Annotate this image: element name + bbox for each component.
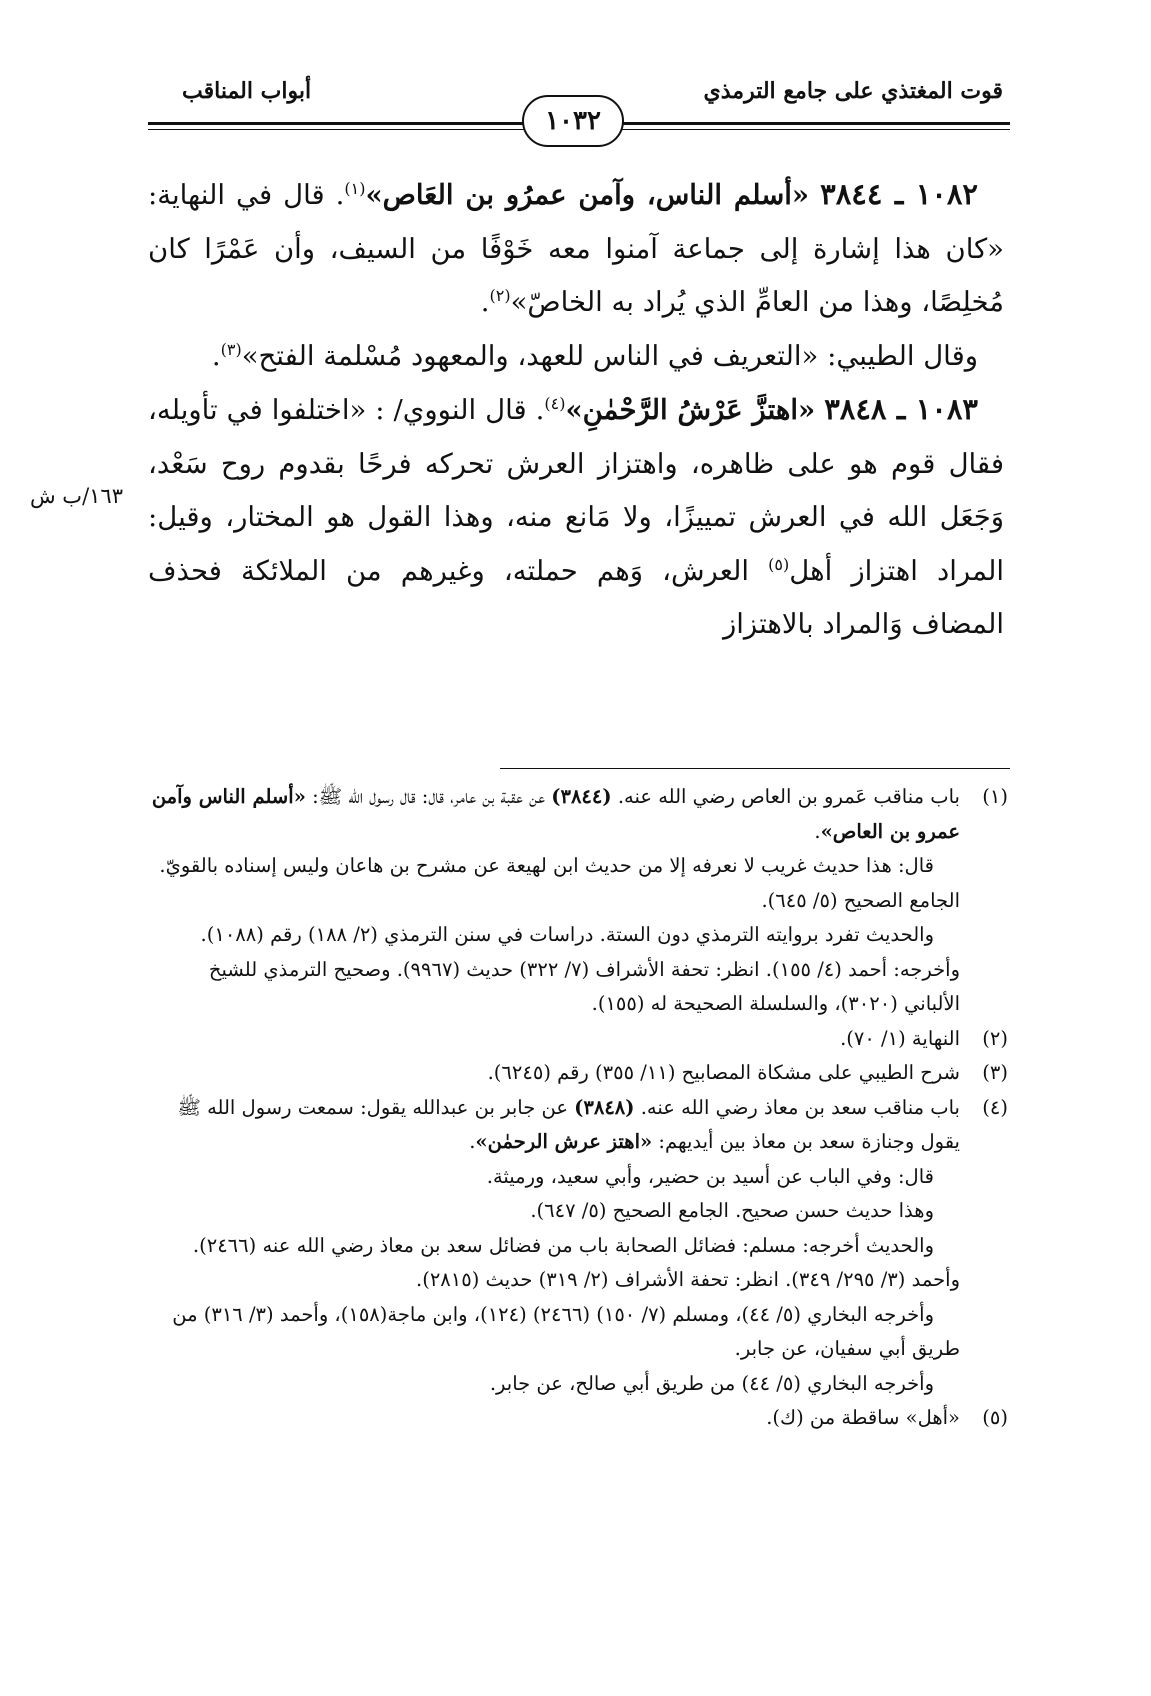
footnote-bold: «اهتز عرش الرحمٰن»: [475, 1130, 653, 1153]
footnote-line: [150, 780, 960, 849]
footnote-text: عن جابر بن عبدالله يقول: سمعت رسول الله ﷺ يقول وجنازة سعد بن معاذ بين أيديهم:: [177, 1095, 960, 1153]
footnote-line: قال: وفي الباب عن أسيد بن حضير، وأبي سعيد، ورميثة.: [486, 1164, 934, 1188]
main-text: [148, 168, 1004, 652]
page-number: ١٠٣٢: [522, 95, 624, 147]
hadith-number: ١٠٨٢ ـ ٣٨٤٤: [820, 177, 978, 211]
footnote-line: قال: هذا حديث غريب لا نعرفه إلا من حديث ابن لهيعة عن مشرح بن هاعان وليس إسناده بالقويّ. الجامع الصحيح (٥/ ٦٤٥).: [159, 854, 960, 912]
header-rule-right: [618, 122, 1010, 125]
footnote-ref: (٣): [220, 339, 242, 359]
footnote-number: (١): [982, 785, 1008, 808]
footnote-line: وأخرجه البخاري (٥/ ٤٤)، ومسلم (٧/ ١٥٠) (٢٤٦٦) (١٢٤)، وابن ماجة(١٥٨)، وأحمد (٣/ ٣١٦) من طريق أبي سفيان، عن جابر.: [172, 1302, 960, 1360]
margin-note: ١٦٣/ب ش: [30, 484, 123, 508]
footnote: [150, 1091, 1008, 1402]
footnote-line: وأخرجه البخاري (٥/ ٤٤) من طريق أبي صالح، عن جابر.: [489, 1371, 934, 1395]
footnote: [150, 780, 1008, 1022]
footnote-text: «أهل» ساقطة من (ك).: [766, 1406, 960, 1429]
paragraph-end: .: [480, 286, 490, 318]
footnotes: [150, 780, 1008, 1436]
footnote-line: [150, 1091, 960, 1160]
footnote-text: شرح الطيبي على مشكاة المصابيح (١١/ ٣٥٥) رقم (٦٢٤٥).: [487, 1061, 960, 1084]
footnote-ref: (٢): [489, 285, 511, 305]
footnote-line: والحديث أخرجه: مسلم: فضائل الصحابة باب من فضائل سعد بن معاذ رضي الله عنه (٢٤٦٦). وأحمد (٣/ ٢٩٥/ ٣٤٩). انظر: تحفة الأشراف (٢/ ٣١٩) حديث (٢٨١٥).: [192, 1233, 960, 1291]
footnote-number: (٥): [982, 1406, 1008, 1429]
paragraph-text: وقال الطيبي: «التعريف في الناس للعهد، والمعهود مُسْلمة الفتح»: [241, 339, 978, 372]
footnote-text: .: [469, 1130, 476, 1153]
footnote-line: والحديث تفرد بروايته الترمذي دون الستة. دراسات في سنن الترمذي (٢/ ١٨٨) رقم (١٠٨٨). وأخرجه: أحمد (٤/ ١٥٥). انظر: تحفة الأشراف (٧/ ٣٢٢) حديث (٩٩٦٧). وصحيح الترمذي للشيخ الألباني (٣٠٢٠)، والسلسلة الصحيحة له (١٥٥).: [200, 923, 960, 1015]
footnote-line: [150, 1401, 960, 1436]
footnote-number: (٣): [982, 1061, 1008, 1084]
footnote-separator: [500, 768, 1010, 769]
paragraph-1083: [148, 383, 1004, 652]
footnote: [150, 1056, 1008, 1091]
footnote-text: النهاية (١/ ٧٠).: [840, 1026, 960, 1050]
hadith-text: «اهتزَّ عَرْشُ الرَّحْمٰنِ»: [565, 394, 816, 426]
footnote-bold: «أسلم الناس وآمن عمرو بن العاص»: [151, 785, 960, 843]
footnote-ref: (١): [344, 178, 366, 198]
footnote: [150, 1022, 1008, 1057]
footnote-ref: (٥): [768, 554, 790, 574]
footnote-line: وهذا حديث حسن صحيح. الجامع الصحيح (٥/ ٦٤٧).: [530, 1199, 934, 1222]
paragraph-tibi: [148, 330, 1004, 384]
footnote-ref: (٤): [544, 393, 566, 413]
footnote-text: .: [814, 819, 821, 843]
footnote-text: باب مناقب سعد بن معاذ رضي الله عنه.: [634, 1095, 960, 1119]
footnote-line: [150, 1056, 960, 1091]
header-rule-right-thin: [618, 129, 1010, 130]
footnote-text: عن عقبة بن عامر، قال: قال رسول الله ﷺ:: [305, 785, 552, 808]
paragraph-end: .: [211, 339, 221, 372]
paragraph-1082: [148, 168, 1004, 330]
footnote-line: [150, 1022, 960, 1057]
hadith-number: ١٠٨٣ ـ ٣٨٤٨: [824, 392, 978, 426]
footnote-number: (٢): [982, 1026, 1008, 1050]
paragraph-text: . قال في النهاية: «كان هذا إشارة إلى جماعة آمنوا معه خَوْفًا من السيف، وأن عَمْرًا كان مُخلِصًا، وهذا من العامِّ الذي يُراد به الخاصّ»: [148, 179, 1004, 318]
hadith-text: «أسلم الناس، وآمن عمرُو بن العَاص»: [365, 179, 810, 211]
header-rule-left: [148, 122, 524, 125]
paragraph-text: . قال النووي/ : «اختلفوا في تأويله، فقال قوم هو على ظاهره، واهتزاز العرش تحركه فرحًا بقدوم روح سَعْد، وَجَعَل الله في العرش تمييزًا، ولا مَانع منه، وهذا القول هو المختار، وقيل: المراد اهتزاز أهل: [148, 394, 1005, 587]
header-rule-left-thin: [148, 129, 524, 130]
paragraph-text: العرش، وَهم حملته، وغيرهم من الملائكة فحذف المضاف وَالمراد بالاهتزاز: [148, 554, 1004, 640]
footnote-bold: (٣٨٤٨): [574, 1095, 635, 1119]
footnote-bold: (٣٨٤٤): [551, 785, 612, 808]
section-title: أبواب المناقب: [182, 78, 312, 104]
footnote-number: (٤): [982, 1095, 1008, 1119]
book-title: قوت المغتذي على جامع الترمذي: [703, 78, 1003, 104]
footnote: [150, 1401, 1008, 1436]
footnote-text: باب مناقب عَمرو بن العاص رضي الله عنه.: [611, 785, 960, 808]
